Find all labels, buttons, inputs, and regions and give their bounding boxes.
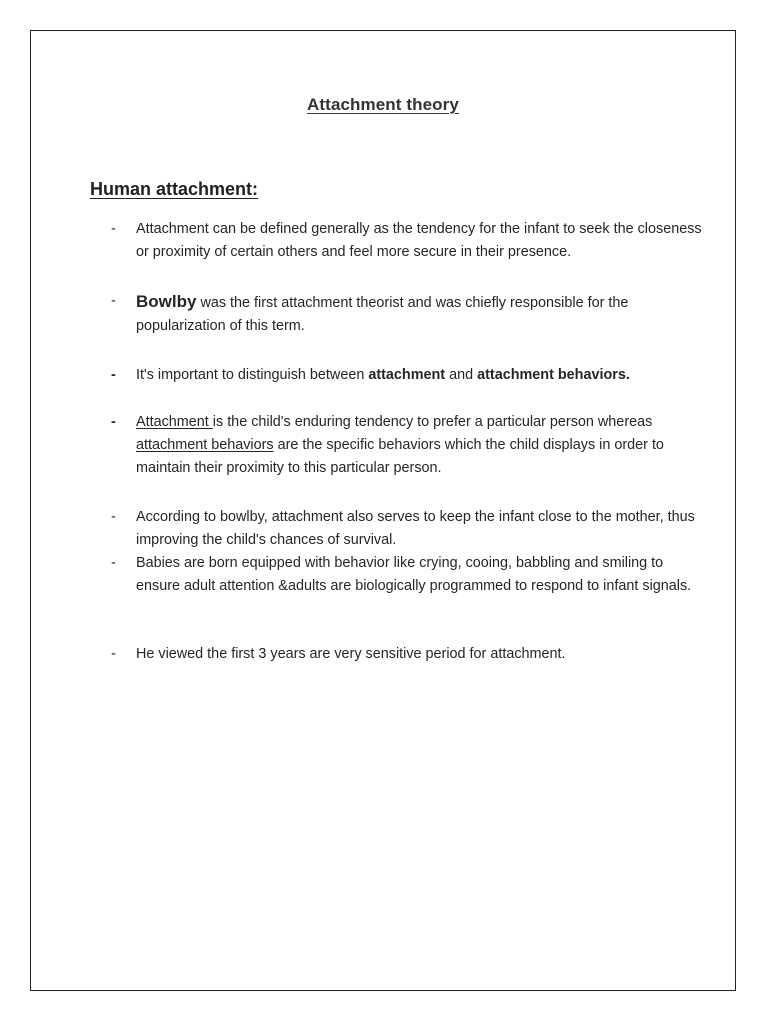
bullet-item-4 [111, 411, 711, 480]
bullet-text-pre: It's important to distinguish between [136, 367, 369, 383]
document-title: Attachment theory [307, 95, 459, 114]
bullet-text-part1: is the child's enduring tendency to prefer a particular person whereas [212, 414, 653, 430]
underlined-attachment-behaviors: attachment behaviors [136, 437, 274, 453]
bullet-text-part2: are the specific behaviors which the child displays in order to maintain their proximity to this particular person. [136, 437, 664, 476]
bullet-item-1 [111, 218, 711, 264]
bullet-text [136, 411, 711, 480]
bullet-text: He viewed the first 3 years are very sensitive period for attachment. [136, 646, 566, 662]
bullet-text [136, 364, 711, 387]
bullet-dash: - [111, 367, 116, 383]
term-attachment-behaviors: attachment behaviors. [477, 367, 630, 383]
bullet-item-7 [111, 643, 711, 666]
bullet-text: According to bowlby, attachment also serves to keep the infant close to the mother, thus improving the child's chances of survival. [136, 509, 695, 548]
bullet-dash: - [111, 293, 116, 309]
bullet-text-rest: was the first attachment theorist and was chiefly responsible for the popularization of this term. [136, 295, 629, 334]
bullet-dash: - [111, 221, 116, 237]
bullet-text: Babies are born equipped with behavior like crying, cooing, babbling and smiling to ensure adult attention &adults are biologically programmed to respond to infant signals. [136, 555, 692, 594]
bullet-item-5 [111, 506, 711, 552]
underlined-attachment: Attachment [136, 414, 213, 430]
bullet-text [136, 290, 711, 338]
bullet-item-3 [111, 364, 711, 387]
section-heading: Human attachment: [90, 179, 259, 199]
bullet-item-6 [111, 552, 711, 598]
document-page [30, 30, 736, 991]
bullet-dash: - [111, 646, 116, 662]
term-attachment: attachment [368, 367, 446, 383]
bullet-dash: - [111, 509, 116, 525]
bowlby-name: Bowlby [136, 292, 197, 311]
bullet-text-mid: and [445, 367, 478, 383]
bullet-dash: - [111, 555, 116, 571]
bullet-dash: - [111, 414, 116, 430]
bullet-item-2 [111, 290, 711, 338]
bullet-text: Attachment can be defined generally as the tendency for the infant to seek the closeness or proximity of certain others and feel more secure in their presence. [136, 221, 702, 260]
